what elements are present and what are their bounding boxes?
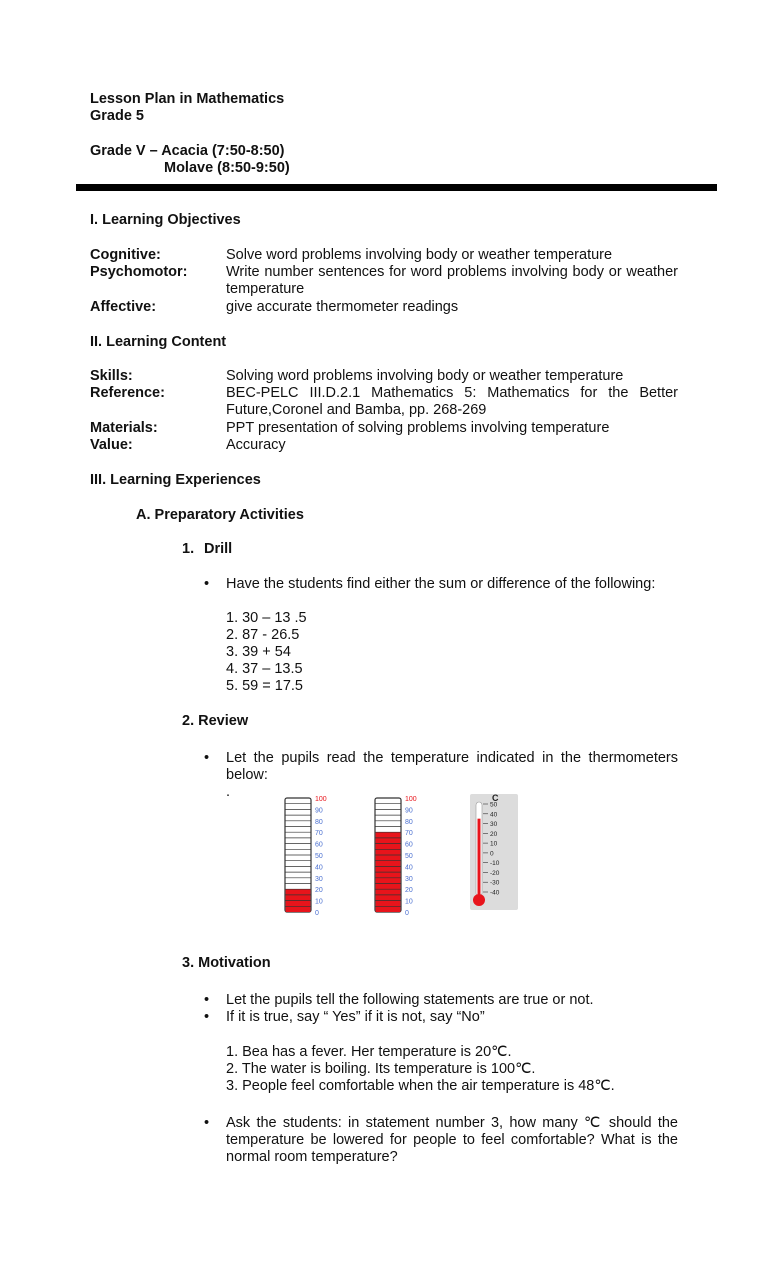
content-text-reference: BEC-PELC III.D.2.1 Mathematics 5: Mathematics for the Better Future,Coronel and Bamba, pp. 268-269 <box>226 385 678 418</box>
drill-heading: Drill <box>204 541 233 557</box>
thermometer-scale-label: 50 <box>405 853 413 860</box>
thermometer-scale-label: 20 <box>490 830 498 838</box>
thermometer-scale-label: 60 <box>405 841 413 849</box>
thermometer-scale-label: 0 <box>315 910 319 917</box>
grade-line: Grade 5 <box>90 108 144 124</box>
review-dot: . <box>226 784 231 800</box>
thermometer-scale-label: 80 <box>405 818 413 826</box>
thermometer-scale-label: 40 <box>490 811 498 819</box>
objectives-heading: I. Learning Objectives <box>90 212 241 228</box>
bullet: • <box>204 750 210 766</box>
thermometer-scale-label: 30 <box>315 875 323 883</box>
section-molave: Molave (8:50-9:50) <box>164 160 290 176</box>
objective-label-psychomotor: Psychomotor: <box>90 264 188 280</box>
thermometer-scale-label: -20 <box>490 869 500 877</box>
thermometer-scale-label: 40 <box>315 864 323 872</box>
preparatory-heading: A. Preparatory Activities <box>136 507 304 523</box>
motivation-heading: 3. Motivation <box>182 955 271 971</box>
motivation-question: Ask the students: in statement number 3, how many ℃ should the temperature be lowered for people to feel comfortable? What is the normal room temperature? <box>226 1115 678 1165</box>
objective-text-cognitive: Solve word problems involving body or weather temperature <box>226 247 613 263</box>
thermometer-scale-label: 0 <box>490 850 494 858</box>
bullet: • <box>204 1009 210 1025</box>
thermometer-scale-label: 20 <box>315 887 323 895</box>
thermometer-unit-label: C <box>492 793 499 803</box>
content-text-materials: PPT presentation of solving problems involving temperature <box>226 420 610 436</box>
thermometer-fill <box>478 819 481 898</box>
thermometer-scale-label: -30 <box>490 879 500 887</box>
experiences-heading: III. Learning Experiences <box>90 472 261 488</box>
drill-number: 1. <box>182 541 195 557</box>
content-label-value: Value: <box>90 437 133 453</box>
bullet: • <box>204 1115 210 1131</box>
content-heading: II. Learning Content <box>90 334 227 350</box>
drill-item: 5. 59 = 17.5 <box>226 678 303 694</box>
motivation-statement: 3. People feel comfortable when the air temperature is 48℃. <box>226 1078 615 1094</box>
thermometer-scale-label: 10 <box>315 898 323 906</box>
thermometer-scale-label: 10 <box>490 840 498 848</box>
thermometer-scale-label: 80 <box>315 818 323 826</box>
document-title: Lesson Plan in Mathematics <box>90 91 285 107</box>
content-text-skills: Solving word problems involving body or weather temperature <box>226 368 624 384</box>
thermometer-scale-label: 100 <box>315 796 327 803</box>
thermometer-scale-label: 50 <box>315 853 323 860</box>
content-text-value: Accuracy <box>226 437 286 453</box>
drill-item: 3. 39 + 54 <box>226 644 291 660</box>
content-label-materials: Materials: <box>90 420 158 436</box>
thermometer-scale-label: 60 <box>315 841 323 849</box>
objective-label-affective: Affective: <box>90 299 157 315</box>
motivation-bullet-1: Let the pupils tell the following statements are true or not. <box>226 992 594 1008</box>
thermometer-scale-label: 30 <box>490 821 498 829</box>
thermometer-scale-label: 50 <box>490 801 498 809</box>
drill-item: 2. 87 - 26.5 <box>226 627 300 643</box>
thermometer-scale-label: -10 <box>490 860 500 868</box>
drill-instruction: Have the students find either the sum or difference of the following: <box>226 576 656 592</box>
thermometer-scale-label: 30 <box>405 875 413 883</box>
motivation-bullet-2: If it is true, say “ Yes” if it is not, say “No” <box>226 1009 485 1025</box>
bullet: • <box>204 576 210 592</box>
section-acacia: Grade V – Acacia (7:50-8:50) <box>90 143 285 159</box>
thermometer-scale-label: 70 <box>315 830 323 838</box>
motivation-statement: 2. The water is boiling. Its temperature is 100℃. <box>226 1061 536 1077</box>
objective-label-cognitive: Cognitive: <box>90 247 161 263</box>
drill-item: 1. 30 – 13 .5 <box>226 610 307 626</box>
content-label-skills: Skills: <box>90 368 133 384</box>
thermometer-scale-label: 70 <box>405 830 413 838</box>
thermometer-scale-label: 90 <box>405 807 413 815</box>
thermometer-scale-label: 100 <box>405 796 417 803</box>
thermometer-bulb <box>473 894 485 906</box>
thermometers-figure <box>270 790 530 920</box>
objective-text-affective: give accurate thermometer readings <box>226 299 459 315</box>
content-label-reference: Reference: <box>90 385 165 401</box>
thermometer-scale-label: -40 <box>490 889 500 897</box>
drill-item: 4. 37 – 13.5 <box>226 661 303 677</box>
thermometer-scale-label: 40 <box>405 864 413 872</box>
motivation-statement: 1. Bea has a fever. Her temperature is 20℃. <box>226 1044 512 1060</box>
horizontal-rule <box>76 184 717 191</box>
thermometer-scale-label: 20 <box>405 887 413 895</box>
review-instruction: Let the pupils read the temperature indicated in the thermometers below: <box>226 750 678 783</box>
bullet: • <box>204 992 210 1008</box>
thermometer-scale-label: 90 <box>315 807 323 815</box>
thermometer-scale-label: 10 <box>405 898 413 906</box>
review-heading: 2. Review <box>182 713 249 729</box>
objective-text-psychomotor: Write number sentences for word problems involving body or weather temperature <box>226 264 678 297</box>
thermometer-scale-label: 0 <box>405 910 409 917</box>
